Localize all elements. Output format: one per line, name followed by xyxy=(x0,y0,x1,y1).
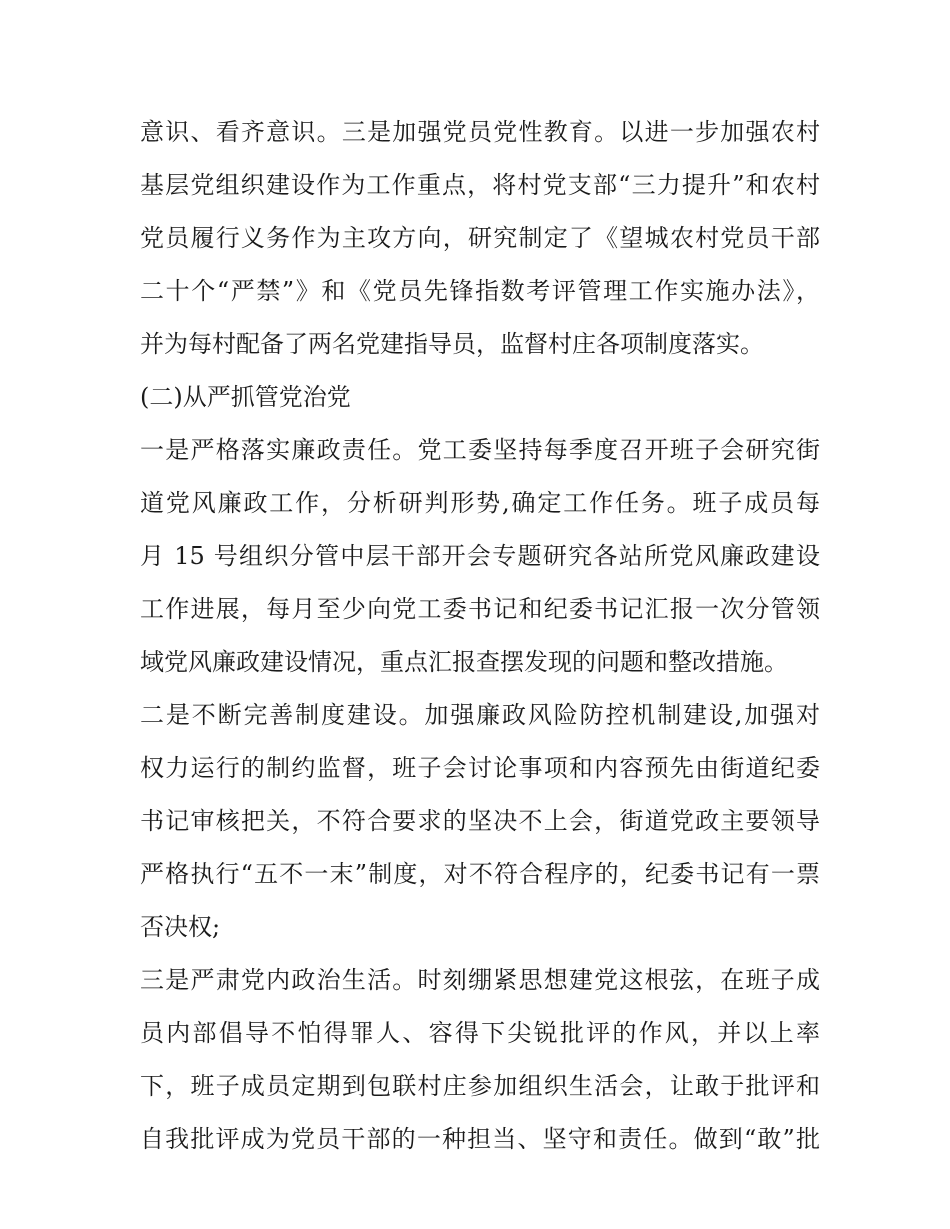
text-line: 道党风廉政工作，分析研判形势,确定工作任务。班子成员每 xyxy=(140,489,820,517)
text-line: 工作进展，每月至少向党工委书记和纪委书记汇报一次分管领 xyxy=(140,595,820,623)
text-line: 否决权; xyxy=(140,913,221,941)
text-line: 严格执行“五不一末”制度，对不符合程序的，纪委书记有一票 xyxy=(140,860,820,888)
text-line: 自我批评成为党员干部的一种担当、坚守和责任。做到“敢”批 xyxy=(140,1125,820,1153)
text-line: 党员履行义务作为主攻方向，研究制定了《望城农村党员干部 xyxy=(140,224,820,252)
text-line: 二是不断完善制度建设。加强廉政风险防控机制建设,加强对 xyxy=(140,701,820,729)
section-heading: (二)从严抓管党治党 xyxy=(140,383,351,411)
text-line: 意识、看齐意识。三是加强党员党性教育。以进一步加强农村 xyxy=(140,118,820,146)
text-line: 权力运行的制约监督，班子会讨论事项和内容预先由街道纪委 xyxy=(140,754,820,782)
text-line: 一是严格落实廉政责任。党工委坚持每季度召开班子会研究街 xyxy=(140,436,820,464)
text-line: 月 15 号组织分管中层干部开会专题研究各站所党风廉政建设 xyxy=(140,542,820,570)
text-line: 域党风廉政建设情况，重点汇报查摆发现的问题和整改措施。 xyxy=(140,648,788,676)
text-line: 下，班子成员定期到包联村庄参加组织生活会，让敢于批评和 xyxy=(140,1072,820,1100)
text-line: 三是严肃党内政治生活。时刻绷紧思想建党这根弦，在班子成 xyxy=(140,966,820,994)
text-line: 书记审核把关，不符合要求的坚决不上会，街道党政主要领导 xyxy=(140,807,820,835)
text-line: 基层党组织建设作为工作重点，将村党支部“三力提升”和农村 xyxy=(140,171,820,199)
text-line: 二十个“严禁”》和《党员先锋指数考评管理工作实施办法》， xyxy=(140,277,820,305)
text-line: 员内部倡导不怕得罪人、容得下尖锐批评的作风，并以上率 xyxy=(140,1019,820,1047)
body-text xyxy=(140,106,820,1166)
text-line: 并为每村配备了两名党建指导员，监督村庄各项制度落实。 xyxy=(140,330,764,358)
